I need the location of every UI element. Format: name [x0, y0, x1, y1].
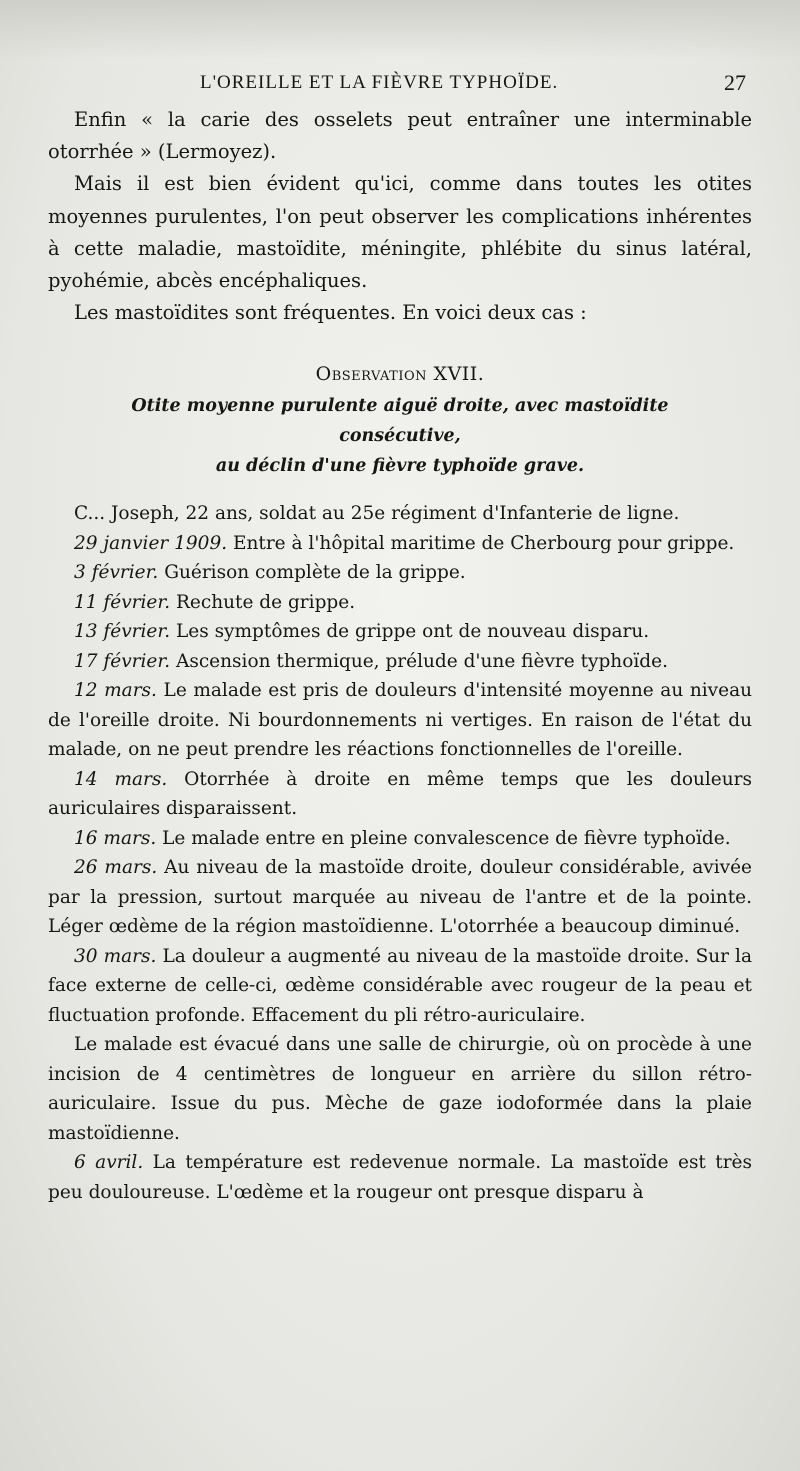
entry-date: 26 mars.: [74, 857, 158, 879]
entry-date: 3 février.: [74, 562, 159, 584]
subtitle-line: Otite moyenne purulente aiguë droite, avec mastoïdite consécutive,: [131, 396, 669, 447]
entry-date: 29 janvier 1909.: [74, 532, 228, 554]
entry-text: La douleur a augmenté au niveau de la mastoïde droite. Sur la face externe de celle-ci, œdème considérable avec rougeur de la peau et fluctuation profonde. Effacement du pli rétro-auriculaire.: [48, 945, 752, 1026]
entry-date: 6 avril.: [74, 1152, 144, 1174]
entry-date: 12 mars.: [74, 680, 157, 702]
entry-text: Rechute de grippe.: [170, 591, 356, 613]
intro-section: [48, 104, 752, 329]
running-title: L'OREILLE ET LA FIÈVRE TYPHOÏDE.: [200, 72, 559, 93]
entry-text: Guérison complète de la grippe.: [158, 562, 466, 584]
observation-entry: [48, 942, 752, 1031]
entry-date: 14 mars.: [74, 768, 168, 790]
observation-entry: [48, 617, 752, 647]
observation-entries: [48, 529, 752, 1208]
entry-text: Le malade entre en pleine convalescence de fièvre typhoïde.: [156, 827, 731, 849]
entry-text: Le malade est évacué dans une salle de chirurgie, où on procède à une incision de 4 centimètres de longueur en arrière du sillon rétro-auriculaire. Issue du pus. Mèche de gaze iodoformée dans la plaie mastoïdienne.: [48, 1034, 752, 1144]
observation-entry: [48, 676, 752, 765]
observation-subtitle: [72, 391, 728, 481]
observation-entry: [48, 1148, 752, 1207]
paragraph: Enfin « la carie des osselets peut entraîner une interminable otorrhée » (Lermoyez).: [48, 108, 752, 164]
entry-text: Le malade est pris de douleurs d'intensité moyenne au niveau de l'oreille droite. Ni bourdonnements ni vertiges. En raison de l'état du malade, on ne peut prendre les réactions fonctionnelles de l'oreille.: [48, 680, 753, 761]
observation-entry: [48, 765, 752, 824]
entry-date: 16 mars.: [74, 827, 157, 849]
observation-section: [48, 359, 752, 1207]
observation-entry: [48, 853, 752, 942]
entry-text: Otorrhée à droite en même temps que les douleurs auriculaires disparaissent.: [48, 768, 753, 820]
entry-text: La température est redevenue normale. La mastoïde est très peu douloureuse. L'œdème et la rougeur ont presque disparu à: [48, 1152, 752, 1203]
observation-entry: [48, 588, 752, 618]
subtitle-line: au déclin d'une fièvre typhoïde grave.: [215, 456, 585, 477]
entry-text: Les symptômes de grippe ont de nouveau disparu.: [170, 621, 650, 643]
entry-date: 30 mars.: [74, 945, 157, 967]
entry-text: Ascension thermique, prélude d'une fièvre typhoïde.: [170, 650, 668, 672]
observation-entry: [48, 529, 752, 559]
observation-entry: [48, 824, 752, 854]
observation-entry: [48, 558, 752, 588]
entry-date: 11 février.: [74, 591, 171, 613]
observation-entry: [48, 1030, 752, 1148]
paragraph: Mais il est bien évident qu'ici, comme dans toutes les otites moyennes purulentes, l'on peut observer les complications inhérentes à cette maladie, mastoïdite, méningite, phlébite du sinus latéral, pyohémie, abcès encéphaliques.: [48, 172, 752, 293]
observation-entry: [48, 647, 752, 677]
entry-date: 17 février.: [74, 650, 171, 672]
entry-text: Au niveau de la mastoïde droite, douleur considérable, avivée par la pression, surtout marquée au niveau de l'antre et de la pointe. Léger œdème de la région mastoïdienne. L'otorrhée a beaucoup diminué.: [48, 857, 752, 938]
paragraph: Les mastoïdites sont fréquentes. En voici deux cas :: [74, 301, 587, 325]
patient-line: C... Joseph, 22 ans, soldat au 25e régiment d'Infanterie de ligne.: [74, 503, 680, 525]
entry-text: Entre à l'hôpital maritime de Cherbourg pour grippe.: [227, 532, 735, 554]
observation-title: Observation XVII.: [315, 363, 485, 386]
page-header: [48, 64, 752, 104]
entry-date: 13 février.: [74, 621, 171, 643]
page-number: 27: [724, 70, 746, 95]
